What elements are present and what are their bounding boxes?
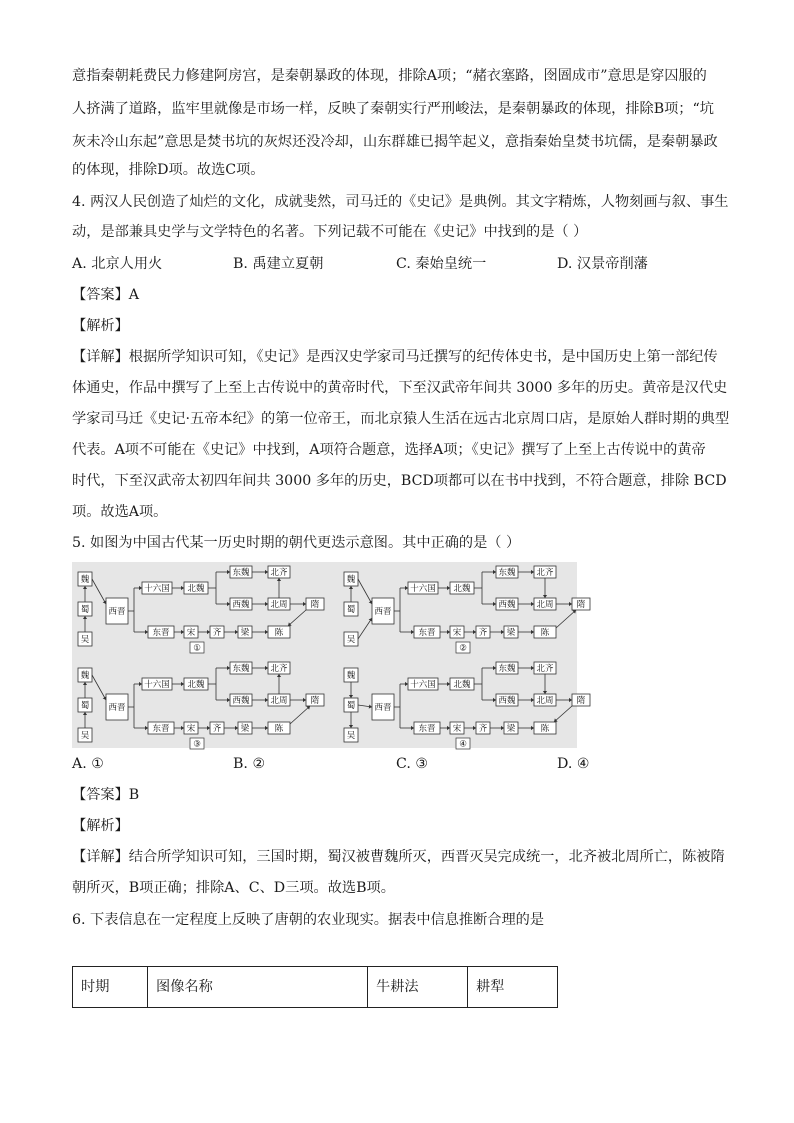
arrow-head bbox=[303, 698, 306, 702]
arrow-head bbox=[447, 586, 450, 590]
liang-label: 梁 bbox=[506, 628, 516, 639]
arrow-head bbox=[265, 570, 268, 574]
arrow-head bbox=[349, 725, 353, 728]
detail-line: 【详解】根据所学知识可知，《史记》是西汉史学家司马迁撰写的纪传体史书，是中国历史上第一部纪传 bbox=[72, 349, 718, 365]
arrow-head bbox=[531, 602, 534, 606]
wei-label: 魏 bbox=[80, 671, 90, 682]
arrow-head bbox=[181, 726, 184, 730]
arrow-head bbox=[447, 726, 450, 730]
arrow-head bbox=[227, 602, 230, 606]
liang-label: 梁 bbox=[506, 724, 516, 735]
arrow-head bbox=[493, 666, 496, 670]
arrow-head bbox=[145, 630, 148, 634]
arrow-head bbox=[501, 726, 504, 730]
bei-qi-label: 北齐 bbox=[270, 568, 288, 579]
wu-label: 吴 bbox=[80, 731, 90, 742]
arrow-head bbox=[447, 682, 450, 686]
arrow-head bbox=[569, 602, 572, 606]
detail-line: 朝所灭，B项正确；排除A、C、D三项。故选B项。 bbox=[72, 880, 395, 896]
wei-label: 魏 bbox=[346, 671, 356, 682]
shu-label: 蜀 bbox=[346, 701, 356, 712]
diagram-number: ③ bbox=[193, 739, 201, 750]
liang-label: 梁 bbox=[240, 628, 250, 639]
question-stem: 4. 两汉人民创造了灿烂的文化，成就斐然，司马迁的《史记》是典例。其文字精炼，人物刻画与叙、事生 bbox=[72, 194, 729, 210]
answer-label: 【答案】B bbox=[72, 787, 140, 803]
shu-label: 蜀 bbox=[80, 605, 90, 616]
arrow-head bbox=[83, 616, 87, 619]
dong-jin-label: 东晋 bbox=[152, 628, 170, 639]
xijin-label: 西晋 bbox=[108, 607, 126, 618]
diagram-number: ④ bbox=[459, 739, 467, 750]
option-b: B. ② bbox=[233, 756, 266, 772]
answer-label: 【答案】A bbox=[72, 287, 139, 303]
chen-label: 陈 bbox=[274, 628, 284, 639]
detail-line: 时代，下至汉武帝太初四年间共 3000 多年的历史，BCD项都可以在书中找到，不符合题意，排除 BCD bbox=[72, 473, 727, 489]
sixteen-kingdoms-label: 十六国 bbox=[144, 680, 170, 691]
arrow-head bbox=[405, 586, 408, 590]
sui-label: 隋 bbox=[576, 696, 586, 707]
qi-label: 齐 bbox=[212, 724, 222, 735]
qi-label: 齐 bbox=[212, 628, 222, 639]
arrow-head bbox=[411, 726, 414, 730]
connector-line bbox=[554, 706, 572, 722]
arrow-head bbox=[569, 698, 572, 702]
xijin-label: 西晋 bbox=[108, 703, 126, 714]
option-d: D. 汉景帝削藩 bbox=[557, 256, 648, 272]
xijin-label: 西晋 bbox=[374, 607, 392, 618]
song-label: 宋 bbox=[186, 628, 196, 639]
option-d: D. ④ bbox=[557, 756, 590, 772]
chen-label: 陈 bbox=[540, 724, 550, 735]
connector-line bbox=[358, 618, 372, 639]
wei-label: 魏 bbox=[346, 575, 356, 586]
dong-wei-label: 东魏 bbox=[498, 664, 516, 675]
question-stem: 5. 如图为中国古代某一历史时期的朝代更迭示意图。其中正确的是（ ） bbox=[72, 535, 521, 551]
arrow-head bbox=[181, 630, 184, 634]
table-header-ox-plowing: 牛耕法 bbox=[368, 967, 468, 1007]
sui-label: 隋 bbox=[310, 600, 320, 611]
sixteen-kingdoms-label: 十六国 bbox=[144, 584, 170, 595]
arrow-head bbox=[543, 691, 547, 694]
detail-line: 代表。A项不可能在《史记》中找到，A项符合题意，选择A项；《史记》撰写了上至上古传说中的黄帝 bbox=[72, 442, 706, 458]
bei-zhou-label: 北周 bbox=[536, 600, 554, 611]
arrow-head bbox=[473, 630, 476, 634]
song-label: 宋 bbox=[452, 724, 462, 735]
arrow-head bbox=[349, 586, 353, 589]
bei-wei-label: 北魏 bbox=[187, 680, 205, 691]
song-label: 宋 bbox=[452, 628, 462, 639]
dong-jin-label: 东晋 bbox=[152, 724, 170, 735]
arrow-head bbox=[405, 682, 408, 686]
bei-zhou-label: 北周 bbox=[536, 696, 554, 707]
question-stem: 动，是部兼具史学与文学特色的名著。下列记载不可能在《史记》中找到的是（ ） bbox=[72, 224, 588, 240]
sui-label: 隋 bbox=[310, 696, 320, 707]
chen-label: 陈 bbox=[274, 724, 284, 735]
connector-line bbox=[92, 579, 106, 604]
arrow-head bbox=[227, 570, 230, 574]
bei-wei-label: 北魏 bbox=[187, 584, 205, 595]
shu-label: 蜀 bbox=[80, 701, 90, 712]
connector-line bbox=[290, 706, 310, 724]
bei-zhou-label: 北周 bbox=[270, 600, 288, 611]
arrow-head bbox=[83, 712, 87, 715]
detail-line: 体通史，作品中撰写了上至上古传说中的黄帝时代，下至汉武帝年间共 3000 多年的历史。黄帝是汉代史 bbox=[72, 380, 728, 396]
bei-zhou-label: 北周 bbox=[270, 696, 288, 707]
table-header-image-name: 图像名称 bbox=[148, 967, 368, 1007]
arrow-head bbox=[277, 578, 281, 581]
arrow-head bbox=[181, 586, 184, 590]
data-table-header-row bbox=[72, 966, 558, 1008]
arrow-head bbox=[227, 698, 230, 702]
arrow-head bbox=[207, 630, 210, 634]
bei-qi-label: 北齐 bbox=[536, 664, 554, 675]
diagram-number: ① bbox=[193, 643, 201, 654]
xi-wei-label: 西魏 bbox=[498, 696, 516, 707]
wu-label: 吴 bbox=[80, 635, 90, 646]
arrow-head bbox=[83, 682, 87, 685]
option-c: C. ③ bbox=[396, 756, 429, 772]
arrow-head bbox=[265, 698, 268, 702]
arrow-head bbox=[447, 630, 450, 634]
xi-wei-label: 西魏 bbox=[232, 600, 250, 611]
arrow-head bbox=[531, 630, 534, 634]
arrow-head bbox=[501, 630, 504, 634]
connector-line bbox=[358, 579, 372, 604]
connector-line bbox=[556, 610, 576, 628]
text-line: 意指秦朝耗费民力修建阿房宫，是秦朝暴政的体现，排除A项；“赭衣塞路，囹圄成市”意思是穿囚服的 bbox=[72, 68, 707, 84]
liang-label: 梁 bbox=[240, 724, 250, 735]
arrow-head bbox=[235, 630, 238, 634]
option-c: C. 秦始皇统一 bbox=[396, 256, 487, 272]
arrow-head bbox=[227, 666, 230, 670]
detail-line: 【详解】结合所学知识可知，三国时期，蜀汉被曹魏所灭，西晋灭吴完成统一，北齐被北周所亡，陈被隋 bbox=[72, 849, 725, 865]
text-line: 的体现，排除D项。故选C项。 bbox=[72, 162, 265, 178]
wu-label: 吴 bbox=[346, 635, 356, 646]
xi-wei-label: 西魏 bbox=[232, 696, 250, 707]
arrow-head bbox=[139, 586, 142, 590]
arrow-head bbox=[493, 698, 496, 702]
text-line: 人挤满了道路，监牢里就像是市场一样，反映了秦朝实行严刑峻法，是秦朝暴政的体现，排除B项；“坑 bbox=[72, 101, 714, 117]
arrow-head bbox=[543, 595, 547, 598]
table-header-period: 时期 bbox=[73, 967, 148, 1007]
wei-label: 魏 bbox=[80, 575, 90, 586]
arrow-head bbox=[265, 666, 268, 670]
detail-line: 学家司马迁《史记·五帝本纪》的第一位帝王，而北京猿人生活在远古北京周口店，是原始人群时期的典型 bbox=[72, 411, 730, 427]
arrow-head bbox=[265, 630, 268, 634]
chen-label: 陈 bbox=[540, 628, 550, 639]
option-a: A. ① bbox=[72, 756, 104, 772]
connector-line bbox=[288, 610, 306, 626]
sui-label: 隋 bbox=[576, 600, 586, 611]
song-label: 宋 bbox=[186, 724, 196, 735]
detail-line: 项。故选A项。 bbox=[72, 504, 168, 520]
text-line: 灰未冷山东起”意思是焚书坑的灰烬还没冷却，山东群雄已揭竿起义，意指秦始皇焚书坑儒，是秦朝暴政 bbox=[72, 134, 718, 150]
bei-qi-label: 北齐 bbox=[270, 664, 288, 675]
arrow-head bbox=[303, 602, 306, 606]
arrow-head bbox=[531, 698, 534, 702]
analysis-label: 【解析】 bbox=[72, 818, 129, 834]
arrow-head bbox=[265, 602, 268, 606]
bei-qi-label: 北齐 bbox=[536, 568, 554, 579]
arrow-head bbox=[145, 726, 148, 730]
arrow-head bbox=[531, 570, 534, 574]
dong-wei-label: 东魏 bbox=[232, 664, 250, 675]
xi-wei-label: 西魏 bbox=[498, 600, 516, 611]
arrow-head bbox=[531, 726, 534, 730]
dong-jin-label: 东晋 bbox=[418, 628, 436, 639]
arrow-head bbox=[531, 666, 534, 670]
diagram-number: ② bbox=[459, 643, 467, 654]
option-a: A. 北京人用火 bbox=[72, 256, 163, 272]
arrow-head bbox=[207, 726, 210, 730]
dong-wei-label: 东魏 bbox=[232, 568, 250, 579]
arrow-head bbox=[493, 570, 496, 574]
qi-label: 齐 bbox=[478, 724, 488, 735]
arrow-head bbox=[265, 726, 268, 730]
analysis-label: 【解析】 bbox=[72, 318, 129, 334]
arrow-head bbox=[181, 682, 184, 686]
sixteen-kingdoms-label: 十六国 bbox=[410, 584, 436, 595]
bei-wei-label: 北魏 bbox=[453, 584, 471, 595]
dynasty-diagram-svg bbox=[72, 562, 586, 750]
arrow-head bbox=[139, 682, 142, 686]
table-header-plow: 耕犁 bbox=[476, 979, 505, 995]
wu-label: 吴 bbox=[346, 731, 356, 742]
arrow-head bbox=[277, 674, 281, 677]
arrow-head bbox=[369, 704, 372, 708]
dong-jin-label: 东晋 bbox=[418, 724, 436, 735]
arrow-head bbox=[349, 695, 353, 698]
qi-label: 齐 bbox=[478, 628, 488, 639]
arrow-head bbox=[411, 630, 414, 634]
shu-label: 蜀 bbox=[346, 605, 356, 616]
option-b: B. 禹建立夏朝 bbox=[233, 256, 324, 272]
arrow-head bbox=[493, 602, 496, 606]
connector-line bbox=[92, 675, 106, 700]
xijin-label: 西晋 bbox=[374, 703, 392, 714]
question-stem: 6. 下表信息在一定程度上反映了唐朝的农业现实。据表中信息推断合理的是 bbox=[72, 912, 545, 928]
arrow-head bbox=[83, 586, 87, 589]
sixteen-kingdoms-label: 十六国 bbox=[410, 680, 436, 691]
dynasty-succession-diagram bbox=[72, 562, 586, 750]
dong-wei-label: 东魏 bbox=[498, 568, 516, 579]
arrow-head bbox=[473, 726, 476, 730]
arrow-head bbox=[235, 726, 238, 730]
bei-wei-label: 北魏 bbox=[453, 680, 471, 691]
